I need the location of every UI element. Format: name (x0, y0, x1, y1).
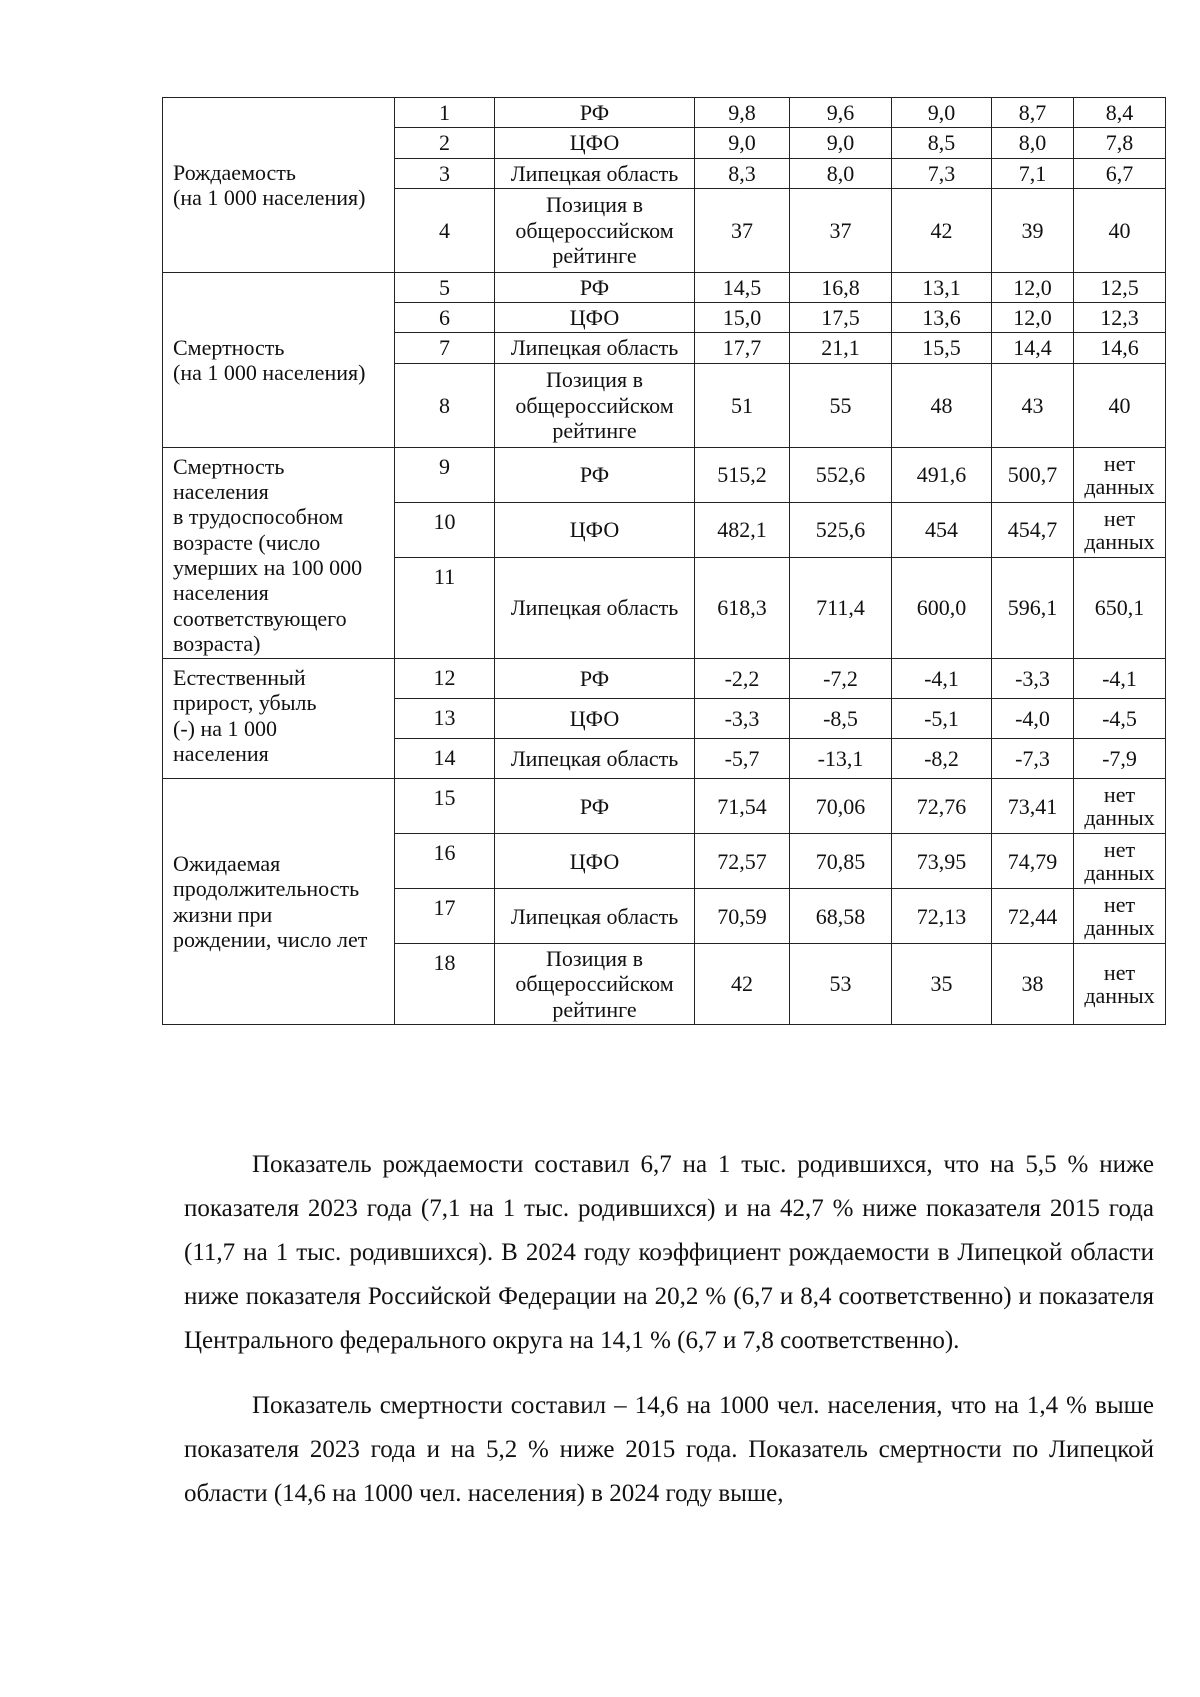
value-cell: -7,3 (992, 739, 1074, 779)
table-row (163, 272, 1166, 302)
value-cell: 40 (1074, 363, 1166, 447)
value-cell: 40 (1074, 188, 1166, 272)
value-cell: 525,6 (790, 502, 892, 557)
table-row (163, 659, 1166, 699)
value-cell: 14,6 (1074, 333, 1166, 363)
indicator-label-line: жизни при (173, 901, 273, 927)
indicator-label-line: Смертность (173, 334, 285, 360)
region-name (495, 699, 695, 739)
indicator-label-line: Рождаемость (173, 159, 296, 185)
value-cell: 43 (992, 363, 1074, 447)
region-name-line: Липецкая область (510, 160, 679, 186)
value-cell: нет данных (1074, 779, 1166, 834)
value-cell: 37 (790, 188, 892, 272)
row-number: 5 (395, 272, 495, 302)
value-cell: 7,8 (1074, 128, 1166, 158)
indicator-label-line: населения (173, 580, 269, 606)
region-name-line: общероссийском (515, 971, 674, 997)
region-name-line: РФ (579, 793, 610, 819)
value-cell: нет данных (1074, 834, 1166, 889)
value-cell: -4,0 (992, 699, 1074, 739)
value-cell: 515,2 (695, 447, 790, 502)
value-cell: 15,5 (892, 333, 992, 363)
value-cell: -13,1 (790, 739, 892, 779)
value-cell: 73,41 (992, 779, 1074, 834)
paragraph-mortality: Показатель смертности составил – 14,6 на 1000 чел. населения, что на 1,4 % выше показателя 2023 года и на 5,2 % ниже 2015 года. Показатель смертности по Липецкой области (14,6 на 1000 чел. населения) в 2024 году выше, (184, 1392, 1154, 1507)
indicator-group-label (163, 98, 395, 273)
paragraph-birth-rate: Показатель рождаемости составил 6,7 на 1 тыс. родившихся, что на 5,5 % ниже показателя 2023 года (7,1 на 1 тыс. родившихся) и на 42,7 % ниже показателя 2015 года (11,7 на 1 тыс. родившихся). В 2024 году коэффициент рождаемости в Липецкой области ниже показателя Российской Федерации на 20,2 % (6,7 и 8,4 соответственно) и показателя Центрального федерального округа на 14,1 % (6,7 и 7,8 соответственно). (184, 1151, 1154, 1354)
region-name (495, 739, 695, 779)
value-cell: 38 (992, 944, 1074, 1025)
indicator-label-line: (-) на 1 000 (173, 715, 278, 741)
value-cell: 7,3 (892, 158, 992, 188)
region-name (495, 659, 695, 699)
value-cell: 14,4 (992, 333, 1074, 363)
region-name (495, 98, 695, 128)
indicator-group-label (163, 272, 395, 447)
region-name-line: ЦФО (569, 130, 620, 156)
value-cell: 454,7 (992, 502, 1074, 557)
region-name (495, 889, 695, 944)
indicator-label-line: возраста) (173, 630, 261, 656)
indicator-label-line: Смертность (173, 453, 285, 479)
region-name-line: РФ (579, 666, 610, 691)
value-cell: 618,3 (695, 557, 790, 658)
value-cell: 48 (892, 363, 992, 447)
demographics-table (162, 97, 1166, 1025)
row-number: 17 (395, 889, 495, 944)
value-cell: 42 (892, 188, 992, 272)
value-cell: нет данных (1074, 889, 1166, 944)
value-cell: 9,0 (790, 128, 892, 158)
region-name (495, 158, 695, 188)
region-name (495, 557, 695, 658)
region-name-line: РФ (579, 274, 610, 300)
row-number: 10 (395, 502, 495, 557)
value-cell: 9,0 (695, 128, 790, 158)
value-cell: 500,7 (992, 447, 1074, 502)
region-name-line: ЦФО (569, 706, 620, 731)
region-name (495, 303, 695, 333)
region-name-line: Липецкая область (510, 746, 679, 771)
table-row (163, 98, 1166, 128)
region-name-line: РФ (579, 462, 610, 488)
value-cell: 72,76 (892, 779, 992, 834)
value-cell: 21,1 (790, 333, 892, 363)
region-name-line: рейтинге (552, 243, 637, 269)
value-cell: 596,1 (992, 557, 1074, 658)
value-cell: 17,5 (790, 303, 892, 333)
region-name (495, 834, 695, 889)
value-cell: 12,3 (1074, 303, 1166, 333)
region-name (495, 447, 695, 502)
region-name-line: общероссийском (515, 217, 674, 243)
value-cell: -5,7 (695, 739, 790, 779)
indicator-label-line: возрасте (число (173, 529, 321, 555)
value-cell: 8,7 (992, 98, 1074, 128)
value-cell: 17,7 (695, 333, 790, 363)
region-name-line: РФ (579, 100, 610, 125)
value-cell: 74,79 (992, 834, 1074, 889)
value-cell: 70,59 (695, 889, 790, 944)
value-cell: 8,4 (1074, 98, 1166, 128)
value-cell: 9,8 (695, 98, 790, 128)
value-cell: 72,13 (892, 889, 992, 944)
value-cell: 53 (790, 944, 892, 1025)
region-name (495, 779, 695, 834)
indicator-label-line: (на 1 000 населения) (173, 359, 366, 385)
region-name-line: ЦФО (569, 848, 620, 874)
indicator-label-line: соответствующего (173, 605, 347, 631)
region-name-line: Липецкая область (510, 335, 679, 361)
value-cell: 600,0 (892, 557, 992, 658)
value-cell: 71,54 (695, 779, 790, 834)
indicator-group-label (163, 779, 395, 1025)
region-name (495, 944, 695, 1025)
region-name-line: Позиция в (546, 946, 643, 972)
table-row (163, 779, 1166, 834)
indicator-group-label (163, 447, 395, 658)
value-cell: 650,1 (1074, 557, 1166, 658)
value-cell: 12,0 (992, 272, 1074, 302)
row-number: 7 (395, 333, 495, 363)
value-cell: -7,9 (1074, 739, 1166, 779)
row-number: 3 (395, 158, 495, 188)
value-cell: 13,6 (892, 303, 992, 333)
region-name-line: рейтинге (552, 996, 637, 1022)
value-cell: 72,57 (695, 834, 790, 889)
value-cell: -8,5 (790, 699, 892, 739)
value-cell: 491,6 (892, 447, 992, 502)
value-cell: 68,58 (790, 889, 892, 944)
value-cell: 9,6 (790, 98, 892, 128)
value-cell: нет данных (1074, 944, 1166, 1025)
value-cell: -3,3 (992, 659, 1074, 699)
region-name (495, 272, 695, 302)
value-cell: 552,6 (790, 447, 892, 502)
value-cell: 14,5 (695, 272, 790, 302)
row-number: 4 (395, 188, 495, 272)
value-cell: 6,7 (1074, 158, 1166, 188)
value-cell: 55 (790, 363, 892, 447)
value-cell: -4,1 (1074, 659, 1166, 699)
region-name-line: общероссийском (515, 392, 674, 418)
row-number: 9 (395, 447, 495, 502)
indicator-label-line: продолжительность (173, 876, 360, 902)
value-cell: 37 (695, 188, 790, 272)
row-number: 6 (395, 303, 495, 333)
value-cell: -5,1 (892, 699, 992, 739)
indicator-label-line: прирост, убыль (173, 690, 317, 716)
value-cell: 8,0 (992, 128, 1074, 158)
row-number: 13 (395, 699, 495, 739)
value-cell: 51 (695, 363, 790, 447)
value-cell: 16,8 (790, 272, 892, 302)
row-number: 12 (395, 659, 495, 699)
indicator-label-line: Ожидаемая (173, 851, 281, 876)
region-name-line: ЦФО (569, 517, 620, 543)
row-number: 16 (395, 834, 495, 889)
row-number: 2 (395, 128, 495, 158)
region-name-line: Липецкая область (510, 595, 679, 621)
row-number: 14 (395, 739, 495, 779)
indicator-label-line: населения (173, 741, 269, 767)
value-cell: 70,85 (790, 834, 892, 889)
value-cell: 39 (992, 188, 1074, 272)
row-number: 15 (395, 779, 495, 834)
value-cell: 8,5 (892, 128, 992, 158)
value-cell: 70,06 (790, 779, 892, 834)
value-cell: 35 (892, 944, 992, 1025)
region-name (495, 128, 695, 158)
row-number: 8 (395, 363, 495, 447)
value-cell: 454 (892, 502, 992, 557)
value-cell: 72,44 (992, 889, 1074, 944)
region-name (495, 333, 695, 363)
value-cell: 9,0 (892, 98, 992, 128)
region-name-line: рейтинге (552, 417, 637, 443)
region-name-line: Позиция в (546, 192, 643, 218)
region-name-line: Позиция в (546, 367, 643, 393)
row-number: 18 (395, 944, 495, 1025)
value-cell: 482,1 (695, 502, 790, 557)
region-name (495, 188, 695, 272)
table-row (163, 447, 1166, 502)
value-cell: -4,5 (1074, 699, 1166, 739)
value-cell: 7,1 (992, 158, 1074, 188)
value-cell: 12,0 (992, 303, 1074, 333)
value-cell: нет данных (1074, 502, 1166, 557)
value-cell: 13,1 (892, 272, 992, 302)
indicator-label-line: Естественный (173, 665, 306, 691)
value-cell: 8,3 (695, 158, 790, 188)
value-cell: 12,5 (1074, 272, 1166, 302)
value-cell: 711,4 (790, 557, 892, 658)
indicator-label-line: в трудоспособном (173, 504, 344, 530)
value-cell: -3,3 (695, 699, 790, 739)
value-cell: 42 (695, 944, 790, 1025)
row-number: 1 (395, 98, 495, 128)
row-number: 11 (395, 557, 495, 658)
region-name-line: ЦФО (569, 305, 620, 331)
indicator-label-line: рождении, число лет (173, 926, 368, 952)
value-cell: 8,0 (790, 158, 892, 188)
indicator-label-line: умерших на 100 000 (173, 554, 363, 580)
value-cell: -8,2 (892, 739, 992, 779)
value-cell: 73,95 (892, 834, 992, 889)
value-cell: -7,2 (790, 659, 892, 699)
indicator-label-line: (на 1 000 населения) (173, 184, 366, 210)
value-cell: -4,1 (892, 659, 992, 699)
region-name-line: Липецкая область (510, 903, 679, 929)
indicator-label-line: населения (173, 479, 269, 505)
value-cell: 15,0 (695, 303, 790, 333)
indicator-group-label (163, 659, 395, 779)
value-cell: нет данных (1074, 447, 1166, 502)
value-cell: -2,2 (695, 659, 790, 699)
region-name (495, 363, 695, 447)
region-name (495, 502, 695, 557)
